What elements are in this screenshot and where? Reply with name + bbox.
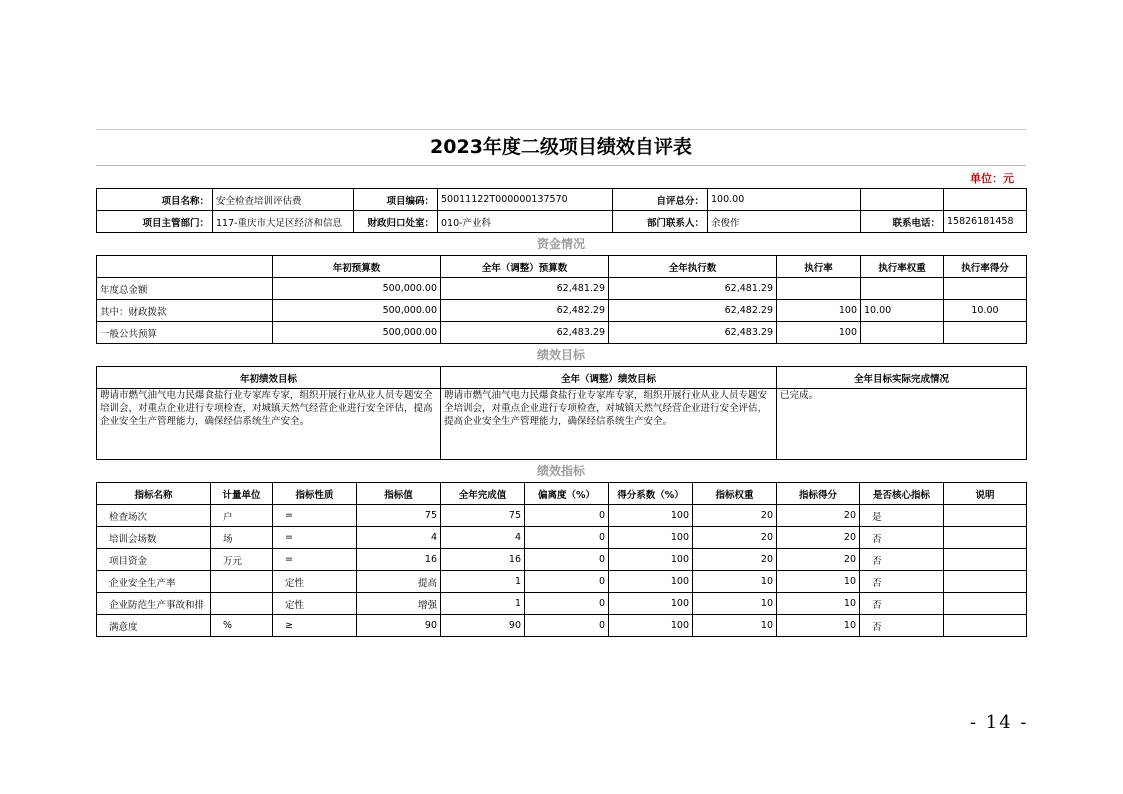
indicator-actual: 90 <box>441 615 525 637</box>
funds-weight: 10.00 <box>861 300 944 322</box>
indicator-dev: 0 <box>525 549 609 571</box>
indicator-dev: 0 <box>525 527 609 549</box>
goal-adjusted-text: 聘请市燃气油气电力民爆食盐行业专家库专家，组织开展行业从业人员专题安全培训会，对重点企业进行专项检查，对城镇天然气经营企业进行安全评估，提高企业安全生产管理能力，确保经信系统生产安全。 <box>441 389 777 460</box>
indicator-score: 20 <box>777 505 860 527</box>
indicator-nature: = <box>273 549 357 571</box>
indicator-core: 否 <box>860 593 944 615</box>
funds-weight <box>861 322 944 344</box>
funds-adjusted: 62,481.29 <box>441 278 609 300</box>
indicator-weight: 10 <box>693 571 777 593</box>
indicator-score: 20 <box>777 549 860 571</box>
ind-header: 指标权重 <box>693 483 777 505</box>
funds-adjusted: 62,483.29 <box>441 322 609 344</box>
funds-executed: 62,483.29 <box>609 322 777 344</box>
project-code-label: 项目编码： <box>354 189 438 211</box>
dept-label: 项目主管部门： <box>97 211 213 233</box>
goals-header-initial: 年初绩效目标 <box>97 367 441 389</box>
indicator-name: 企业防范生产事故和排 <box>97 593 211 615</box>
indicator-target: 增强 <box>357 593 441 615</box>
indicator-name: 检查场次 <box>97 505 211 527</box>
indicator-note <box>944 549 1027 571</box>
indicator-row <box>97 615 1027 637</box>
office-label: 财政归口处室： <box>354 211 438 233</box>
indicator-nature: = <box>273 527 357 549</box>
empty-cell <box>861 189 944 211</box>
phone-label: 联系电话： <box>861 211 944 233</box>
contact-label: 部门联系人： <box>613 211 708 233</box>
funds-score: 10.00 <box>944 300 1027 322</box>
funds-initial: 500,000.00 <box>273 278 441 300</box>
indicator-unit: 万元 <box>211 549 273 571</box>
indicator-weight: 10 <box>693 593 777 615</box>
indicator-row <box>97 505 1027 527</box>
project-code-value: 50011122T000000137570 <box>438 189 613 211</box>
indicator-note <box>944 527 1027 549</box>
indicator-score: 10 <box>777 571 860 593</box>
indicator-actual: 16 <box>441 549 525 571</box>
indicators-section-title: 绩效指标 <box>536 464 585 478</box>
unit-row <box>96 166 1026 188</box>
indicator-core: 否 <box>860 527 944 549</box>
funds-score <box>944 278 1027 300</box>
funds-initial: 500,000.00 <box>273 322 441 344</box>
funds-initial: 500,000.00 <box>273 300 441 322</box>
indicator-note <box>944 593 1027 615</box>
indicator-row <box>97 527 1027 549</box>
ind-header: 指标得分 <box>777 483 860 505</box>
indicator-core: 否 <box>860 549 944 571</box>
indicator-nature: 定性 <box>273 593 357 615</box>
goal-actual-text: 已完成。 <box>777 389 1027 460</box>
ind-header: 指标值 <box>357 483 441 505</box>
funds-rate <box>777 278 861 300</box>
indicator-target: 90 <box>357 615 441 637</box>
funds-executed: 62,481.29 <box>609 278 777 300</box>
funds-row <box>97 300 1027 322</box>
page-number: - 14 - <box>970 712 1029 733</box>
ind-header: 得分系数（%） <box>609 483 693 505</box>
indicator-core: 是 <box>860 505 944 527</box>
dept-value: 117-重庆市大足区经济和信息 <box>213 211 354 233</box>
goals-table <box>96 366 1027 460</box>
funds-header: 执行率权重 <box>861 256 944 278</box>
ind-header: 指标名称 <box>97 483 211 505</box>
funds-rate: 100 <box>777 322 861 344</box>
phone-value: 15826181458 <box>944 211 1027 233</box>
goal-initial-text: 聘请市燃气油气电力民爆食盐行业专家库专家，组织开展行业从业人员专题安全培训会，对重点企业进行专项检查，对城镇天然气经营企业进行安全评估，提高企业安全生产管理能力，确保经信系统生产安全。 <box>97 389 441 460</box>
funds-header: 年初预算数 <box>273 256 441 278</box>
indicator-row <box>97 549 1027 571</box>
funds-header: 执行率 <box>777 256 861 278</box>
goals-section-title: 绩效目标 <box>536 348 585 362</box>
ind-header: 偏离度（%） <box>525 483 609 505</box>
funds-header: 全年执行数 <box>609 256 777 278</box>
funds-header-row <box>97 256 1027 278</box>
indicator-nature: 定性 <box>273 571 357 593</box>
indicator-dev: 0 <box>525 615 609 637</box>
total-score-value: 100.00 <box>708 189 861 211</box>
indicator-row <box>97 593 1027 615</box>
indicator-coef: 100 <box>609 505 693 527</box>
indicator-weight: 10 <box>693 615 777 637</box>
indicator-target: 4 <box>357 527 441 549</box>
funds-row-label: 一般公共预算 <box>97 322 273 344</box>
funds-executed: 62,482.29 <box>609 300 777 322</box>
indicator-actual: 4 <box>441 527 525 549</box>
funds-rate: 100 <box>777 300 861 322</box>
indicator-dev: 0 <box>525 593 609 615</box>
indicator-weight: 20 <box>693 505 777 527</box>
ind-header: 说明 <box>944 483 1027 505</box>
indicator-core: 否 <box>860 615 944 637</box>
project-name-value: 安全检查培训评估费 <box>213 189 354 211</box>
funds-weight <box>861 278 944 300</box>
indicator-note <box>944 571 1027 593</box>
funds-section-title: 资金情况 <box>536 237 585 251</box>
indicator-coef: 100 <box>609 549 693 571</box>
funds-table <box>96 255 1027 344</box>
indicator-dev: 0 <box>525 571 609 593</box>
ind-header: 是否核心指标 <box>860 483 944 505</box>
indicator-name: 企业安全生产率 <box>97 571 211 593</box>
indicator-nature: = <box>273 505 357 527</box>
total-score-label: 自评总分： <box>613 189 708 211</box>
indicator-weight: 20 <box>693 527 777 549</box>
indicator-weight: 20 <box>693 549 777 571</box>
goals-header-adjusted: 全年（调整）绩效目标 <box>441 367 777 389</box>
indicator-name: 培训会场数 <box>97 527 211 549</box>
indicator-score: 20 <box>777 527 860 549</box>
indicators-header-row <box>97 483 1027 505</box>
indicator-coef: 100 <box>609 615 693 637</box>
funds-header-empty <box>97 256 273 278</box>
indicator-name: 项目资金 <box>97 549 211 571</box>
funds-header: 全年（调整）预算数 <box>441 256 609 278</box>
funds-row <box>97 322 1027 344</box>
indicator-coef: 100 <box>609 593 693 615</box>
indicator-dev: 0 <box>525 505 609 527</box>
ind-header: 指标性质 <box>273 483 357 505</box>
indicator-score: 10 <box>777 615 860 637</box>
funds-row <box>97 278 1027 300</box>
indicator-score: 10 <box>777 593 860 615</box>
ind-header: 全年完成值 <box>441 483 525 505</box>
ind-header: 计量单位 <box>211 483 273 505</box>
indicator-note <box>944 505 1027 527</box>
funds-row-label: 其中：财政拨款 <box>97 300 273 322</box>
indicator-note <box>944 615 1027 637</box>
office-value: 010-产业科 <box>438 211 613 233</box>
indicator-target: 75 <box>357 505 441 527</box>
indicator-unit <box>211 593 273 615</box>
page-title: 2023年度二级项目绩效自评表 <box>96 130 1026 166</box>
funds-adjusted: 62,482.29 <box>441 300 609 322</box>
contact-value: 余俊作 <box>708 211 861 233</box>
indicator-target: 提高 <box>357 571 441 593</box>
indicator-actual: 75 <box>441 505 525 527</box>
indicator-target: 16 <box>357 549 441 571</box>
indicator-actual: 1 <box>441 593 525 615</box>
indicator-unit <box>211 571 273 593</box>
indicator-row <box>97 571 1027 593</box>
indicator-actual: 1 <box>441 571 525 593</box>
indicator-core: 否 <box>860 571 944 593</box>
indicator-unit: % <box>211 615 273 637</box>
indicators-table <box>96 482 1027 637</box>
indicator-unit: 场 <box>211 527 273 549</box>
unit-label: 单位：元 <box>970 172 1014 185</box>
funds-row-label: 年度总金额 <box>97 278 273 300</box>
funds-score <box>944 322 1027 344</box>
evaluation-sheet <box>96 129 1026 637</box>
indicator-name: 满意度 <box>97 615 211 637</box>
project-name-label: 项目名称： <box>97 189 213 211</box>
project-info-table <box>96 188 1027 233</box>
indicator-nature: ≥ <box>273 615 357 637</box>
goals-header-actual: 全年目标实际完成情况 <box>777 367 1027 389</box>
empty-cell <box>944 189 1027 211</box>
indicator-coef: 100 <box>609 527 693 549</box>
indicator-coef: 100 <box>609 571 693 593</box>
funds-header: 执行率得分 <box>944 256 1027 278</box>
indicator-unit: 户 <box>211 505 273 527</box>
